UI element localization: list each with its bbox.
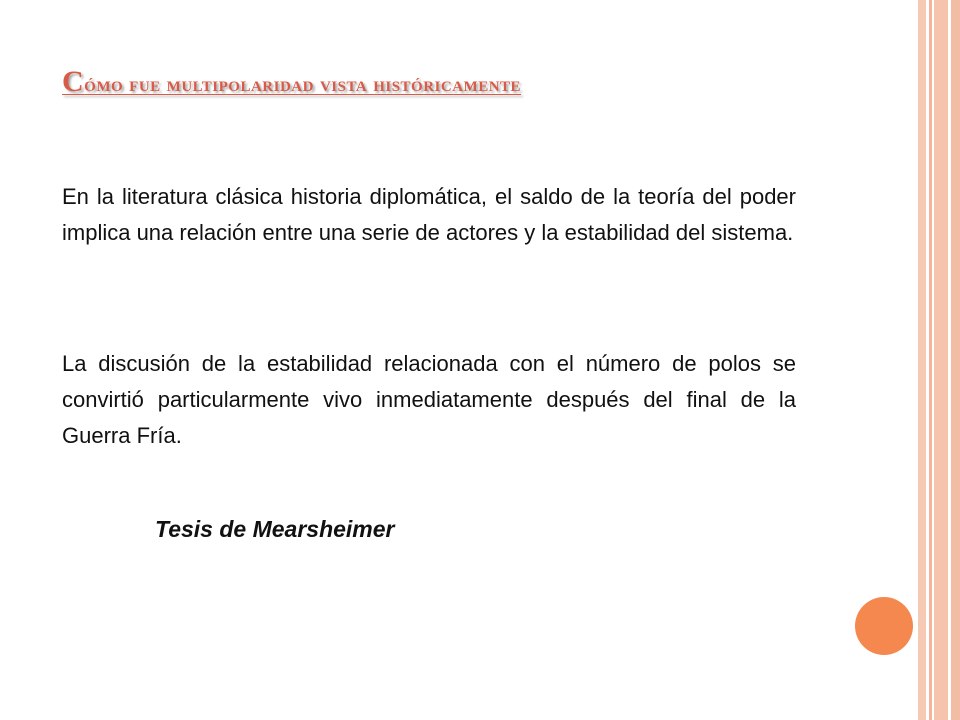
orange-circle-icon	[855, 597, 913, 655]
decor-stripe	[934, 0, 948, 720]
body-paragraph-1: En la literatura clásica historia diplomática, el saldo de la teoría del poder implica una relación entre una serie de actores y la estabilidad del sistema.	[62, 184, 796, 245]
title-initial: C	[62, 65, 85, 98]
title-rest: ómo fue multipolaridad vista históricamente	[84, 71, 522, 96]
decor-stripe	[951, 0, 960, 720]
slide-title	[62, 60, 822, 106]
thesis-emphasis: Tesis de Mearsheimer	[155, 516, 395, 542]
body-paragraph-2: La discusión de la estabilidad relacionada con el número de polos se convirtió particularmente vivo inmediatamente después del final de la Guerra Fría.	[62, 351, 796, 448]
decor-stripe	[918, 0, 926, 720]
